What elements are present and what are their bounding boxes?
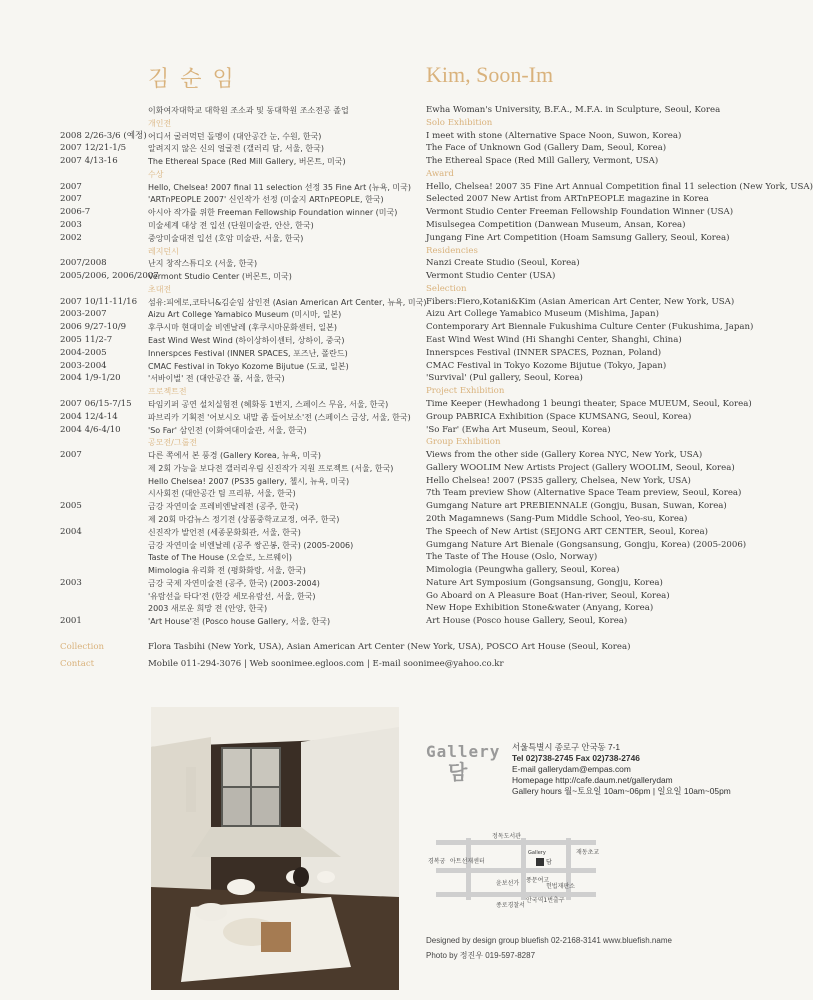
cv-english: Gumgang Nature Art Bienale (Gongsansung, Gongju, Korea) (2005-2006) [426,539,747,550]
cv-row [0,308,759,321]
design-credit: Designed by design group bluefish 02-2168-3141 www.bluefish.name [426,936,672,945]
cv-date: 2003 [60,220,82,231]
cv-korean: 'Art House'전 (Posco house Gallery, 서울, 한국) [148,617,331,627]
cv-english: Views from the other side (Gallery Korea NYC, New York, USA) [426,450,703,461]
gallery-homepage: Homepage http://cafe.daum.net/gallerydam [512,775,673,785]
cv-english: Art House (Posco house Gallery, Seoul, Korea) [426,616,628,627]
cv-row [0,564,759,577]
cv-row [0,219,759,232]
cv-row [0,270,759,283]
cv-date: 2003 [60,577,82,588]
cv-row [0,462,759,475]
cv-english: Vermont Studio Center Freeman Fellowship Foundation Winner (USA) [426,207,734,218]
cv-korean: 시사회전 (대안공간 팀 프리뷰, 서울, 한국) [148,489,296,499]
cv-english: New Hope Exhibition Stone&water (Anyang, Korea) [426,603,654,614]
cv-date: 2007 12/21-1/5 [60,143,127,154]
cv-korean: 금강 국제 자연미술전 (공주, 한국) (2003-2004) [148,578,320,588]
cv-english: Project Exhibition [426,386,505,397]
gallery-hours: Gallery hours 월~토요일 10am~06pm | 일요일 10am~05pm [512,786,731,796]
cv-row [0,487,759,500]
cv-korean: 프로젝트전 [148,387,187,397]
contact-label: Contact [60,659,95,669]
cv-date: 2007 06/15-7/15 [60,398,132,409]
gallery-phone: Tel 02)738-2745 Fax 02)738-2746 [512,753,640,763]
map-label-house: 윤보선가 [496,880,520,887]
cv-korean: Aizu Art College Yamabico Museum (미시마, 일본) [148,310,342,320]
collection-text: Flora Tasbihi (New York, USA), Asian American Art Center (New York, USA), POSCO Art House (Seoul, Korea) [148,642,631,652]
cv-row [0,411,759,424]
cv-row [0,513,759,526]
section-heading-row [0,283,759,296]
cv-korean: 공모전/그룹전 [148,438,198,448]
cv-english: East Wind West Wind (Hi Shanghi Center, Shanghi, China) [426,335,682,346]
gallery-contact-details [512,742,731,797]
cv-korean: Taste of The House (오슬로, 노르웨이) [148,553,292,563]
cv-english: Vermont Studio Center (USA) [426,271,556,282]
cv-korean: Hello, Chelsea! 2007 final 11 selection 선정 35 Fine Art (뉴욕, 미국) [148,182,411,192]
cv-row [0,372,759,385]
cv-row [0,104,759,117]
map-label-art-center: 아트선재센터 [450,858,485,865]
section-heading-row [0,117,759,130]
cv-row [0,539,759,552]
cv-row [0,577,759,590]
cv-row [0,321,759,334]
cv-row [0,615,759,628]
cv-english: Aizu Art College Yamabico Museum (Mishima, Japan) [426,309,659,320]
cv-english: Misulsegea Competition (Danwean Museum, Ansan, Korea) [426,220,686,231]
map-label-police: 종로경찰서 [496,902,525,909]
gallery-logo [426,742,506,786]
cv-english: 7th Team preview Show (Alternative Space Team preview, Seoul, Korea) [426,488,742,499]
cv-english: Jungang Fine Art Competition (Hoam Samsung Gallery, Seoul, Korea) [426,232,730,243]
cv-english: The Face of Unknown God (Gallery Dam, Seoul, Korea) [426,143,667,154]
cv-korean: Mimologia 유리화 전 (평화화랑, 서울, 한국) [148,566,306,576]
cv-row [0,475,759,488]
cv-korean: 다른 쪽에서 본 풍경 (Gallery Korea, 뉴욕, 미국) [148,451,322,461]
cv-row [0,155,759,168]
cv-date: 2002 [60,232,82,243]
map-label-court: 헌법재판소 [546,883,575,890]
cv-english: 'So Far' (Ewha Art Museum, Seoul, Korea) [426,424,611,435]
cv-row [0,602,759,615]
section-heading-row [0,385,759,398]
cv-date: 2007 [60,450,82,461]
cv-korean: 타임키퍼 공연 설치실험전 (혜화동 1번지, 스페이스 무음, 서울, 한국) [148,399,389,409]
cv-korean: 어디서 굴러먹던 돌멩이 (대안공간 눈, 수원, 한국) [148,131,322,141]
cv-english: Ewha Woman's University, B.F.A., M.F.A. in Sculpture, Seoul, Korea [426,105,721,115]
cv-korean: 파브리카 기획전 '어보시오 내말 좀 들어보소'전 (스페이스 금상, 서울, 한국) [148,412,411,422]
cv-english: Contemporary Art Biennale Fukushima Culture Center (Fukushima, Japan) [426,322,754,333]
location-map [426,830,606,908]
cv-english: Go Aboard on A Pleasure Boat (Han-river, Seoul, Korea) [426,590,670,601]
cv-row [0,347,759,360]
cv-row [0,500,759,513]
cv-korean: 이화여자대학교 대학원 조소과 및 동대학원 조소전공 졸업 [148,106,349,115]
cv-date: 2008 2/26-3/6 (예정) [60,130,147,141]
gallery-email: E-mail gallerydam@empas.com [512,764,631,774]
cv-korean: 개인전 [148,118,172,128]
cv-row [0,206,759,219]
cv-date: 2005 11/2-7 [60,335,113,346]
map-label-library: 정독도서관 [492,833,521,840]
cv-english: Gallery WOOLIM New Artists Project (Gallery WOOLIM, Seoul, Korea) [426,462,735,473]
name-korean: 김 순 임 [148,67,236,92]
collection-label: Collection [60,642,105,652]
map-label-girls-school: 풍문여고 [526,877,550,884]
cv-english: The Ethereal Space (Red Mill Gallery, Vermont, USA) [426,156,659,167]
section-heading-row [0,168,759,181]
cv-korean: 금강 자연미술 비엔날레 (공주 쌍곤봉, 한국) (2005-2006) [148,540,354,550]
cv-row [0,130,759,143]
cv-date: 2006-7 [60,207,91,218]
cv-english: Award [426,168,454,179]
cv-date: 2005/2006, 2006/2007 [60,271,159,282]
cv-english: Group PABRICA Exhibition (Space KUMSANG, Seoul, Korea) [426,411,692,422]
cv-date: 2007 4/13-16 [60,156,118,167]
cv-row [0,551,759,564]
gallery-address: 서울특별시 종로구 안국동 7-1 [512,742,621,752]
cv-date: 2007 [60,194,82,205]
cv-korean: 금강 자연미술 프레비엔날레전 (공주, 한국) [148,502,299,512]
cv-row [0,590,759,603]
cv-row [0,232,759,245]
installation-photo [151,707,399,990]
cv-korean: '서바이벌' 전 (대안공간 풀, 서울, 한국) [148,374,285,384]
name-english: Kim, Soon-Im [426,62,554,87]
cv-korean: Hello Chelsea! 2007 (PS35 gallery, 첼시, 뉴욕, 미국) [148,476,350,486]
cv-english: Fibers:Fiero,Kotani&Kim (Asian American Art Center, New York, USA) [426,296,735,307]
cv-korean: 중앙미술대전 입선 (호암 미술관, 서울, 한국) [148,233,304,243]
cv-english: Nature Art Symposium (Gongsansung, Gongju, Korea) [426,577,663,588]
cv-date: 2003-2004 [60,360,107,371]
cv-korean: Vermont Studio Center (버몬트, 미국) [148,272,292,282]
cv-korean: 제 2회 가능을 보다전 갤러리우림 신진작가 지원 프로젝트 (서울, 한국) [148,463,394,473]
map-label-station: 안국역1번출구 [526,897,565,904]
cv-english: Hello Chelsea! 2007 (PS35 gallery, Chelsea, New York, USA) [426,475,691,486]
cv-korean: 후쿠시마 현대미술 비엔날레 (후쿠시마문화센터, 일본) [148,323,337,333]
cv-date: 2004 4/6-4/10 [60,424,121,435]
cv-date: 2001 [60,616,82,627]
gallery-logo-text: Gallery [426,742,501,761]
cv-english: 'Survival' (Pul gallery, Seoul, Korea) [426,373,583,384]
cv-korean: 2003 새로운 희망 전 (안양, 한국) [148,604,268,614]
section-heading-row [0,245,759,258]
cv-row [0,360,759,373]
cv-english: Mimologia (Peungwha gallery, Seoul, Korea) [426,565,620,576]
cv-english: Nanzi Create Studio (Seoul, Korea) [426,258,580,269]
cv-date: 2006 9/27-10/9 [60,322,127,333]
cv-row [0,449,759,462]
cv-row [0,142,759,155]
map-label-gallery: Gallery [528,850,546,856]
cv-english: CMAC Festival in Tokyo Kozome Bijutue (Tokyo, Japan) [426,360,667,371]
cv-english: The Speech of New Artist (SEJONG ART CENTER, Seoul, Korea) [426,526,708,537]
cv-korean: 'ARTnPEOPLE 2007' 신인작가 선정 (미술지 ARTnPEOPLE, 한국) [148,195,384,205]
cv-english: Gumgang Nature art PREBIENNALE (Gongju, Busan, Suwan, Korea) [426,501,727,512]
map-label-dam: 담 [546,859,552,866]
cv-korean: '유람선을 타다'전 (한강 세모유람선, 서울, 한국) [148,591,316,601]
section-heading-row [0,436,759,449]
cv-korean: 아시아 작가를 위한 Freeman Fellowship Foundation winner (미국) [148,208,398,218]
cv-english: 20th Magamnews (Sang-Pum Middle School, Yeo-su, Korea) [426,513,688,524]
location-map-drawing [426,830,606,908]
cv-row [0,257,759,270]
cv-korean: 알려지지 않은 신의 얼굴전 (갤러리 담, 서울, 한국) [148,144,324,154]
cv-date: 2003-2007 [60,309,107,320]
cv-date: 2004 12/4-14 [60,411,118,422]
cv-english: Selection [426,283,467,294]
map-label-palace: 경복궁 [428,858,446,865]
photo-credit: Photo by 정진우 019-597-8287 [426,951,536,960]
map-label-school: 재동초교 [576,849,600,856]
cv-row [0,193,759,206]
cv-date: 2007 [60,181,82,192]
cv-english: Innerspces Festival (INNER SPACES, Poznan, Poland) [426,347,662,358]
cv-korean: 'So Far' 삼인전 (이화여대미술관, 서울, 한국) [148,425,307,435]
cv-english: Residencies [426,245,478,256]
cv-korean: 수상 [148,169,164,179]
gallery-logo-korean: 담 [448,760,468,784]
cv-korean: 신진작가 발언전 (세종문화회관, 서울, 한국) [148,527,301,537]
cv-row [0,181,813,194]
cv-date: 2007 10/11-11/16 [60,296,138,307]
cv-korean: 초대전 [148,284,172,294]
cv-row [0,424,759,437]
cv-english: Time Keeper (Hewhadong 1 beungi theater, Space MUEUM, Seoul, Korea) [426,398,752,409]
cv-english: Hello, Chelsea! 2007 35 Fine Art Annual Competition final 11 selection (New York, USA) [426,181,813,192]
cv-korean: 섬유:피에로,코타니&김순임 삼인전 (Asian American Art Center, 뉴욕, 미국) [148,297,427,307]
cv-date: 2004 1/9-1/20 [60,373,121,384]
cv-korean: 미술세계 대상 전 입선 (단원미술관, 안산, 한국) [148,221,314,231]
cv-english: Selected 2007 New Artist from ARTnPEOPLE magazine in Korea [426,194,709,205]
contact-text: Mobile 011-294-3076 | Web soonimee.egloos.com | E-mail soonimee@yahoo.co.kr [148,659,504,669]
cv-row [0,334,759,347]
cv-korean: 제 20회 마감뉴스 정기전 (상품중학교교정, 여주, 한국) [148,514,340,524]
cv-korean: 레지던시 [148,246,179,256]
cv-row [0,398,759,411]
cv-row [0,526,759,539]
cv-date: 2004-2005 [60,347,107,358]
cv-date: 2004 [60,526,82,537]
cv-english: Group Exhibition [426,437,501,448]
cv-korean: Innerspces Festival (INNER SPACES, 포즈난, 폴란드) [148,348,348,358]
cv-english: I meet with stone (Alternative Space Noon, Suwon, Korea) [426,130,682,141]
cv-korean: CMAC Festival in Tokyo Kozome Bijutue (도쿄, 일본) [148,361,349,371]
cv-korean: The Ethereal Space (Red Mill Gallery, 버몬트, 미국) [148,157,346,167]
cv-english: The Taste of The House (Oslo, Norway) [426,552,598,563]
installation-photo-image [151,707,399,990]
cv-korean: 난지 창작스튜디오 (서울, 한국) [148,259,258,269]
cv-date: 2005 [60,501,82,512]
cv-english: Solo Exhibition [426,117,493,128]
cv-row [0,296,759,309]
cv-date: 2007/2008 [60,258,107,269]
cv-korean: East Wind West Wind (하이상하이센터, 상하이, 중국) [148,336,345,346]
